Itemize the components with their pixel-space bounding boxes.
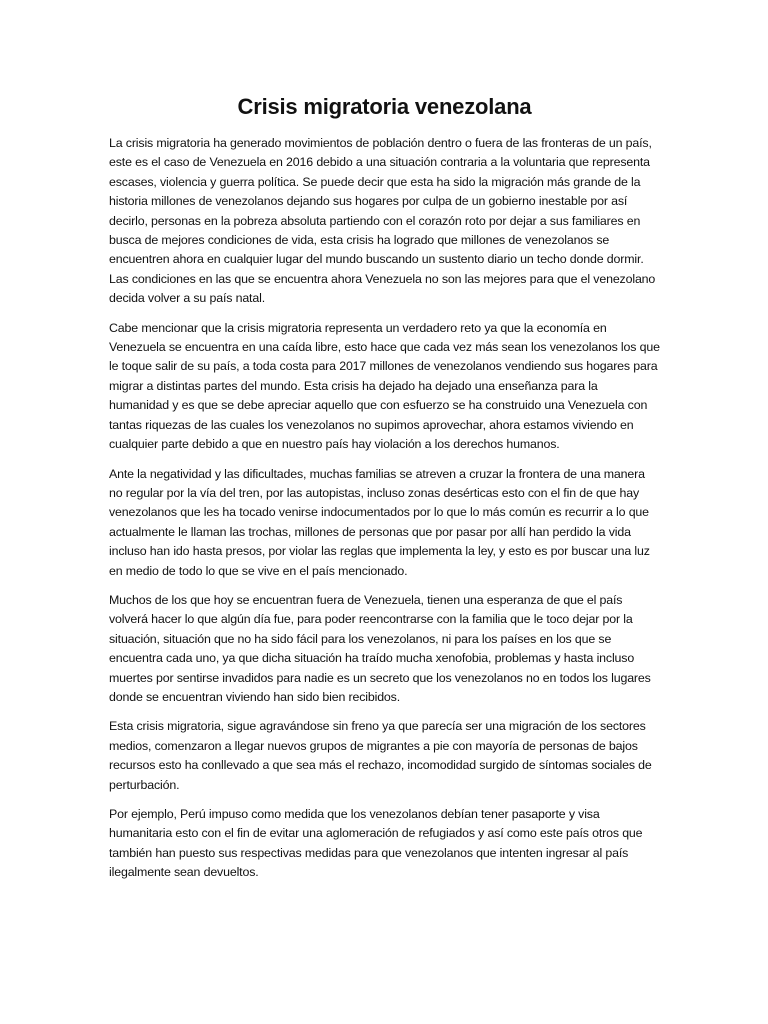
paragraph-6: Por ejemplo, Perú impuso como medida que los venezolanos debían tener pasaporte y visa humanitaria esto con el fin de evitar una aglomeración de refugiados y así como este país otros que también han puesto sus respectivas medidas para que venezolanos que intenten ingresar al país ilegalmente sean devueltos. bbox=[109, 807, 643, 880]
document-title: Crisis migratoria venezolana bbox=[237, 94, 532, 119]
paragraph-3: Ante la negatividad y las dificultades, muchas familias se atreven a cruzar la frontera de una manera no regular por la vía del tren, por las autopistas, incluso zonas desérticas esto con el fin de que hay venezolanos que les ha tocado venirse indocumentados por lo que lo más común es recurrir a lo que actualmente le llaman las trochas, millones de personas que por pasar por allí han perdido la vida incluso han ido hasta presos, por violar las reglas que implementa la ley, y esto es por buscar una luz en medio de todo lo que se vive en el país mencionado. bbox=[109, 466, 650, 578]
document-page bbox=[109, 92, 660, 893]
paragraph-2: Cabe mencionar que la crisis migratoria representa un verdadero reto ya que la economía en Venezuela se encuentra en una caída libre, esto hace que cada vez más sean los venezolanos los que le toque salir de su país, a toda costa para 2017 millones de venezolanos vendiendo sus hogares para migrar a distintas partes del mundo. Esta crisis ha dejado ha dejado una enseñanza para la humanidad y es que se debe apreciar aquello que con esfuerzo se ha construido una Venezuela con tantas riquezas de las cuales los venezolanos no supimos aprovechar, ahora estamos viviendo en cualquier parte debido a que en nuestro país hay violación a los derechos humanos. bbox=[109, 320, 660, 452]
paragraph-1: La crisis migratoria ha generado movimientos de población dentro o fuera de las fronteras de un país, este es el caso de Venezuela en 2016 debido a una situación contraria a la voluntaria que representa escases, violencia y guerra política. Se puede decir que esta ha sido la migración más grande de la historia millones de venezolanos dejando sus hogares por culpa de un gobierno inestable por así decirlo, personas en la pobreza absoluta partiendo con el corazón roto por dejar a sus familiares en busca de mejores condiciones de vida, esta crisis ha logrado que millones de venezolanos se encuentren ahora en cualquier lugar del mundo buscando un sustento diario un techo donde dormir. Las condiciones en las que se encuentra ahora Venezuela no son las mejores para que el venezolano decida volver a su país natal. bbox=[109, 136, 656, 306]
paragraph-4: Muchos de los que hoy se encuentran fuera de Venezuela, tienen una esperanza de que el país volverá hacer lo que algún día fue, para poder reencontrarse con la familia que le toco dejar por la situación, situación que no ha sido fácil para los venezolanos, ni para los países en los que se encuentra cada uno, ya que dicha situación ha traído mucha xenofobia, problemas y hasta incluso muertes por sentirse invadidos para nadie es un secreto que los venezolanos no en todos los lugares donde se encuentran viviendo han sido bien recibidos. bbox=[109, 592, 651, 704]
paragraph-5: Esta crisis migratoria, sigue agravándose sin freno ya que parecía ser una migración de los sectores medios, comenzaron a llegar nuevos grupos de migrantes a pie con mayoría de personas de bajos recursos esto ha conllevado a que sea más el rechazo, incomodidad surgido de síntomas sociales de perturbación. bbox=[109, 719, 652, 792]
